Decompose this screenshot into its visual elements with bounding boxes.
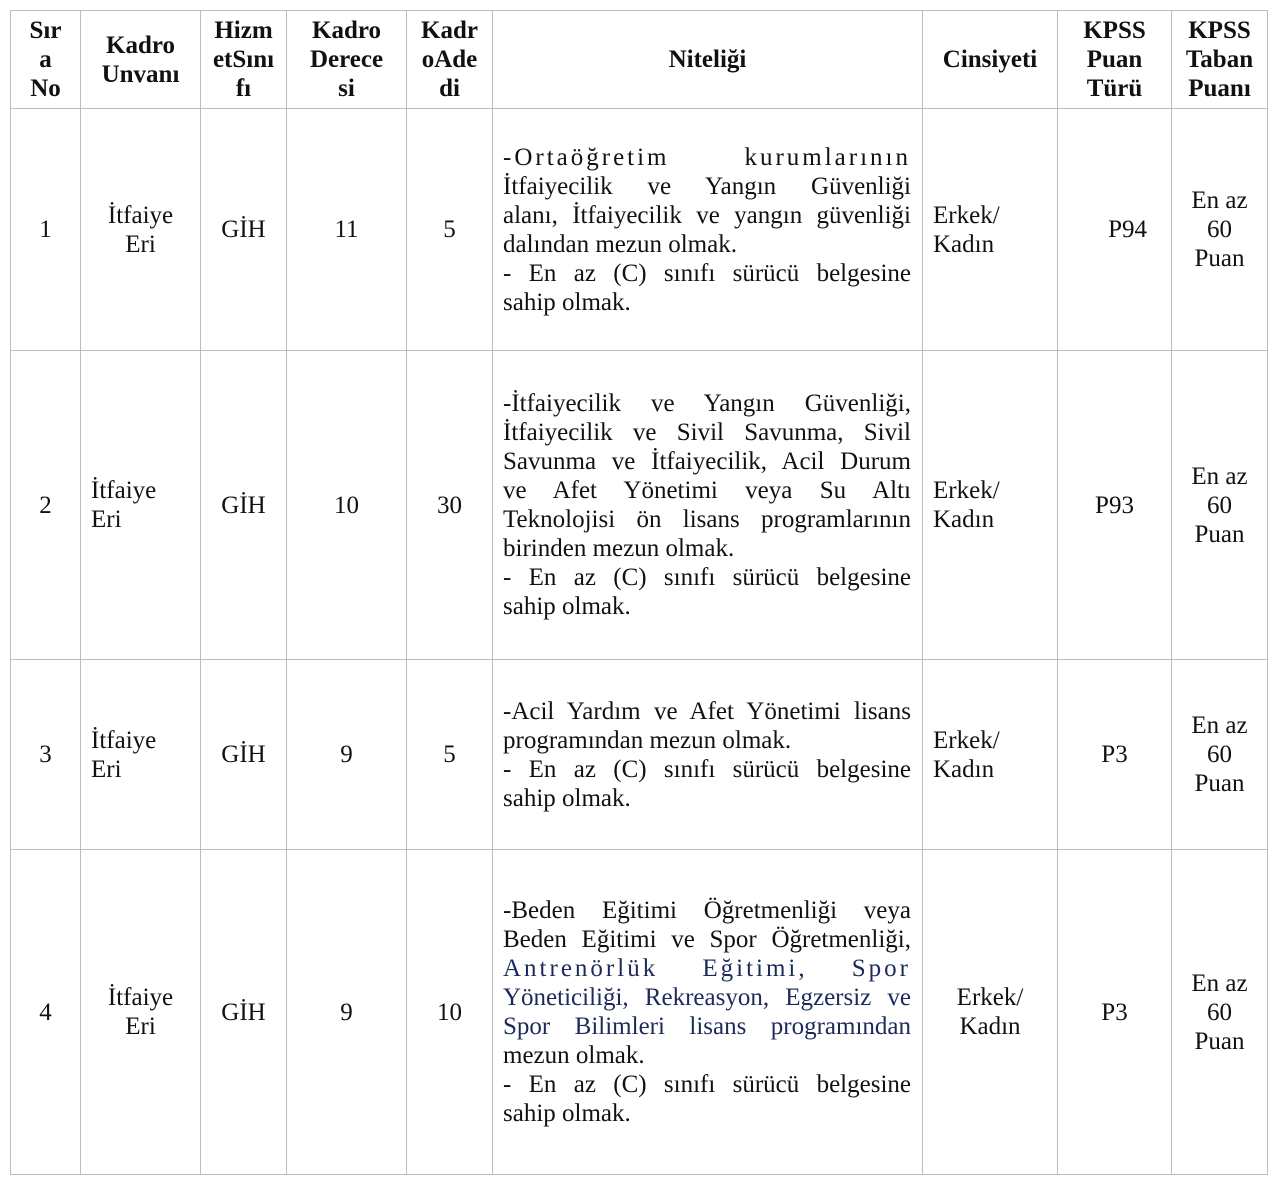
nitelik-line: sahip olmak. [503,288,631,316]
nitelik-line: -Beden Eğitimi Öğretmenliği veya [503,897,911,924]
cell-sira: 4 [11,850,81,1175]
header-hizmet [201,11,287,109]
cell-line: Kadın [933,230,995,258]
nitelik-line: - En az (C) sınıfı sürücü belgesine [503,259,911,287]
cell-line: Eri [91,755,122,783]
cell-line: Erkek/ [933,201,1000,229]
nitelik-line: - En az (C) sınıfı sürücü belgesine [503,1071,911,1098]
cell-line: Taban [1185,46,1254,73]
cell-adet: 30 [407,351,493,660]
cell-puan-turu: P3 [1058,660,1172,850]
cell-taban [1172,109,1268,351]
cell-line: Eri [125,230,156,258]
cell-line: Erkek/ [956,984,1024,1011]
nitelik-line: - En az (C) sınıfı sürücü belgesine [503,755,911,783]
cell-unvan [81,660,201,850]
cell-line: Türü [1086,75,1143,102]
cell-line: Eri [125,1013,156,1040]
cell-cinsiyet [923,109,1058,351]
header-cinsiyet: Cinsiyeti [923,11,1058,109]
cell-sira: 1 [11,109,81,351]
nitelik-line: sahip olmak. [503,1100,631,1127]
cell-cinsiyet [923,351,1058,660]
cell-line: Puan [1194,770,1245,797]
cell-derece: 10 [287,351,407,660]
cell-unvan [81,351,201,660]
header-unvan [81,11,201,109]
cell-line: En az [1191,712,1248,739]
positions-table [10,10,1268,1175]
cell-line: İtfaiye [107,984,174,1011]
cell-puan-turu: P93 [1058,351,1172,660]
nitelik-line: Beden Eğitimi ve Spor Öğretmenliği, [503,926,911,953]
nitelik-line: Spor Bilimleri lisans programından [503,1013,911,1040]
cell-line: İtfaiye [91,477,157,504]
nitelik-line: programından mezun olmak. [503,726,792,754]
nitelik-line: İtfaiyecilik ve Sivil Savunma, Sivil [503,419,911,446]
nitelik-line: Teknolojisi ön lisans programlarının [503,506,911,533]
nitelik-line: sahip olmak. [503,784,631,812]
cell-line: Puan [1194,245,1245,272]
table-row [11,660,1268,850]
cell-line: KPSS [1083,17,1146,44]
nitelik-line: dalından mezun olmak. [503,230,737,258]
cell-line: İtfaiye [107,201,174,229]
cell-adet: 10 [407,850,493,1175]
cell-unvan [81,850,201,1175]
cell-line: İtfaiye [91,726,157,754]
header-derece [287,11,407,109]
cell-cinsiyet [923,850,1058,1175]
cell-line: En az [1191,462,1248,490]
cell-nitelik [493,660,923,850]
cell-puan-turu: P94 [1058,109,1172,351]
cell-line: si [338,75,355,102]
cell-line: Unvanı [101,60,180,88]
cell-hizmet: GİH [201,109,287,351]
header-sira [11,11,81,109]
cell-line: Eri [91,506,122,533]
cell-line: En az [1191,187,1248,214]
nitelik-line: Antrenörlük Eğitimi, Spor [503,955,911,982]
nitelik-line: sahip olmak. [503,593,631,620]
nitelik-line: -İtfaiyecilik ve Yangın Güvenliği, [503,390,911,417]
cell-line: En az [1191,969,1248,997]
nitelik-line: -Acil Yardım ve Afet Yönetimi lisans [503,697,911,725]
cell-line: Sır [29,17,62,44]
cell-line: Kadın [933,755,995,783]
cell-line: Kadro [312,17,381,44]
header-adet [407,11,493,109]
cell-line: 60 [1207,741,1232,768]
header-puan-turu [1058,11,1172,109]
header-taban [1172,11,1268,109]
cell-hizmet: GİH [201,660,287,850]
cell-line: etSını [212,46,275,73]
cell-line: Kadro [106,31,175,59]
cell-cinsiyet [923,660,1058,850]
cell-line: Hizm [214,17,273,44]
cell-line: Erkek/ [933,726,1000,754]
cell-line: 60 [1207,216,1232,243]
cell-line: oAde [421,46,478,73]
cell-nitelik [493,351,923,660]
cell-sira: 3 [11,660,81,850]
table-row [11,850,1268,1175]
cell-derece: 9 [287,660,407,850]
cell-taban [1172,351,1268,660]
cell-sira: 2 [11,351,81,660]
cell-adet: 5 [407,660,493,850]
cell-line: Erkek/ [933,477,1000,504]
cell-line: a [39,46,52,73]
cell-taban [1172,850,1268,1175]
document-page [10,10,1268,1175]
nitelik-line: Savunma ve İtfaiyecilik, Acil Durum [503,448,911,475]
cell-line: fı [235,75,252,102]
cell-hizmet: GİH [201,351,287,660]
cell-line: Derece [309,46,384,73]
cell-taban [1172,660,1268,850]
cell-adet: 5 [407,109,493,351]
cell-line: Kadın [933,506,995,533]
cell-line: Puan [1194,520,1245,548]
cell-line: Puan [1086,46,1143,73]
cell-line: Puan [1194,1027,1245,1055]
cell-line: 60 [1207,491,1232,519]
nitelik-line: mezun olmak. [503,1042,645,1069]
cell-nitelik [493,850,923,1175]
cell-line: Kadın [959,1013,1021,1040]
header-nitelik: Niteliği [493,11,923,109]
cell-puan-turu: P3 [1058,850,1172,1175]
nitelik-line: ve Afet Yönetimi veya Su Altı [503,477,911,504]
cell-unvan [81,109,201,351]
cell-line: No [30,75,61,102]
cell-hizmet: GİH [201,850,287,1175]
nitelik-line: İtfaiyecilik ve Yangın Güvenliği [503,172,911,200]
table-header-row [11,11,1268,109]
cell-line: KPSS [1188,17,1251,44]
cell-line: 60 [1207,998,1232,1026]
cell-line: Puanı [1188,75,1251,102]
nitelik-line: birinden mezun olmak. [503,535,735,562]
nitelik-line: - En az (C) sınıfı sürücü belgesine [503,564,911,591]
cell-nitelik [493,109,923,351]
table-row [11,351,1268,660]
cell-derece: 9 [287,850,407,1175]
nitelik-line: -Ortaöğretim kurumlarının [503,143,911,171]
nitelik-line: Yöneticiliği, Rekreasyon, Egzersiz ve [503,984,911,1011]
nitelik-line: alanı, İtfaiyecilik ve yangın güvenliği [503,201,911,229]
cell-line: Kadr [421,17,478,44]
cell-line: di [439,75,460,102]
table-row [11,109,1268,351]
cell-derece: 11 [287,109,407,351]
